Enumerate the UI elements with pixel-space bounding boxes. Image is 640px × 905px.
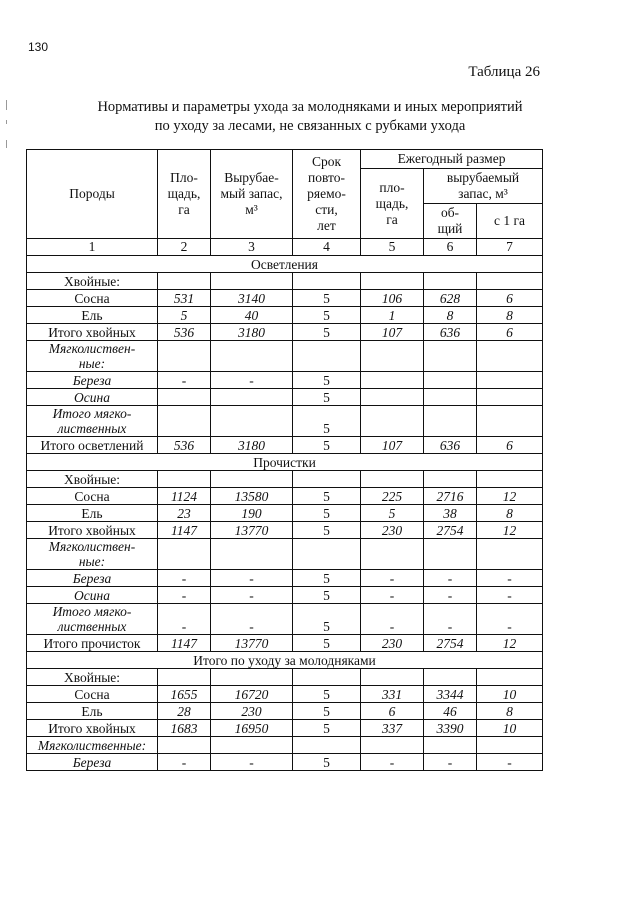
table-cell [477,539,543,570]
table-cell: 8 [424,307,477,324]
table-cell: 5 [293,686,361,703]
table-cell: 12 [477,635,543,652]
table-row [27,703,543,720]
table-cell [361,273,424,290]
table-cell [477,273,543,290]
table-cell [211,273,293,290]
table-cell [477,389,543,406]
table-cell [158,389,211,406]
table-cell: 5 [361,505,424,522]
table-cell: 337 [361,720,424,737]
table-cell: 1683 [158,720,211,737]
section-title: Прочистки [27,454,543,471]
table-cell: 8 [477,703,543,720]
table-cell [211,471,293,488]
column-number: 4 [293,239,361,256]
table-cell: 5 [293,437,361,454]
table-row [27,505,543,522]
table-cell [477,372,543,389]
table-cell [293,737,361,754]
row-label: Хвойные: [27,273,158,290]
table-cell: 5 [293,754,361,771]
table-cell [477,669,543,686]
row-label: Хвойные: [27,471,158,488]
table-cell: 1147 [158,522,211,539]
table-cell [158,341,211,372]
table-cell: 331 [361,686,424,703]
table-row [27,522,543,539]
table-cell [211,737,293,754]
table-cell: - [211,570,293,587]
table-cell: - [424,754,477,771]
table-cell: 8 [477,307,543,324]
table-cell [293,273,361,290]
table-cell: 3140 [211,290,293,307]
table-cell: 5 [293,522,361,539]
margin-mark [6,100,7,110]
table-cell [211,389,293,406]
table-cell: - [477,604,543,635]
table-cell: 6 [477,290,543,307]
table-cell: 536 [158,324,211,341]
table-cell [477,737,543,754]
table-cell: - [361,570,424,587]
table-cell [477,341,543,372]
table-cell [424,669,477,686]
table-row [27,604,543,635]
table-cell [158,669,211,686]
table-row [27,307,543,324]
table-cell: 107 [361,437,424,454]
margin-mark [6,140,7,148]
table-cell: - [361,604,424,635]
table-cell: 6 [361,703,424,720]
section-title: Осветления [27,256,543,273]
table-cell [293,539,361,570]
table-row [27,587,543,604]
title-line-2: по уходу за лесами, не связанных с рубками ухода [154,118,466,134]
table-cell: 13580 [211,488,293,505]
table-cell [361,669,424,686]
table-cell: 5 [293,307,361,324]
header-annual-size: Ежегодный размер [361,150,543,169]
table-cell: - [424,587,477,604]
table-cell: - [211,754,293,771]
table-cell: 230 [361,635,424,652]
table-row [27,488,543,505]
table-cell: 5 [293,389,361,406]
row-label: Береза [27,570,158,587]
row-label: Итого мягко- лиственных [27,604,158,635]
table-cell [424,406,477,437]
table-cell [477,406,543,437]
row-label: Береза [27,372,158,389]
table-row [27,737,543,754]
table-cell [477,471,543,488]
table-cell: 230 [211,703,293,720]
table-row [27,389,543,406]
table-row [27,437,543,454]
table-row [27,570,543,587]
table-cell: 5 [293,703,361,720]
table-cell: - [361,587,424,604]
table-cell: 10 [477,686,543,703]
table-cell: 3390 [424,720,477,737]
row-label: Итого хвойных [27,720,158,737]
row-label: Ель [27,703,158,720]
table-row [27,341,543,372]
table-cell: - [158,570,211,587]
table-cell: - [424,570,477,587]
table-cell: 40 [211,307,293,324]
table-cell: 230 [361,522,424,539]
table-cell: 5 [293,720,361,737]
table-label: Таблица 26 [468,64,540,80]
table-cell: 1147 [158,635,211,652]
table-cell: 5 [293,570,361,587]
table-cell: 3180 [211,324,293,341]
table-cell: - [477,754,543,771]
table-cell: 5 [293,290,361,307]
table-cell: 531 [158,290,211,307]
table-cell: 5 [293,324,361,341]
column-number-row [27,239,543,256]
section-header-row [27,454,543,471]
table-cell: 16720 [211,686,293,703]
table-cell: - [477,570,543,587]
table-cell: 5 [293,406,361,437]
header-cut-stock: Вырубае- мый запас, м³ [211,150,293,239]
table-cell [424,737,477,754]
table-cell: 2754 [424,522,477,539]
table-cell: - [211,372,293,389]
table-cell: 1655 [158,686,211,703]
table-row [27,324,543,341]
row-label: Сосна [27,290,158,307]
page-title [30,98,590,136]
table-cell: 5 [293,604,361,635]
table-cell: 2754 [424,635,477,652]
row-label: Осина [27,389,158,406]
table-cell: 46 [424,703,477,720]
table-row [27,471,543,488]
table-cell [424,273,477,290]
section-title: Итого по уходу за молодняками [27,652,543,669]
table-cell: 12 [477,522,543,539]
column-number: 1 [27,239,158,256]
row-label: Сосна [27,686,158,703]
header-total: об- щий [424,204,477,239]
table-cell: 23 [158,505,211,522]
table-cell: 628 [424,290,477,307]
margin-mark [6,120,7,124]
row-label: Ель [27,307,158,324]
table-row [27,686,543,703]
row-label: Хвойные: [27,669,158,686]
table-cell: 8 [477,505,543,522]
table-cell: - [211,604,293,635]
header-species: Породы [27,150,158,239]
table-cell: 5 [293,505,361,522]
row-label: Сосна [27,488,158,505]
table-cell: - [361,754,424,771]
table-row [27,754,543,771]
table-cell: 6 [477,324,543,341]
row-label: Ель [27,505,158,522]
table-cell [361,406,424,437]
table-cell [211,341,293,372]
column-number: 6 [424,239,477,256]
table-cell: 13770 [211,635,293,652]
row-label: Итого хвойных [27,522,158,539]
row-label: Осина [27,587,158,604]
table-cell: 16950 [211,720,293,737]
column-number: 3 [211,239,293,256]
header-area: Пло- щадь, га [158,150,211,239]
table-cell: 10 [477,720,543,737]
table-cell [361,341,424,372]
table-cell [293,341,361,372]
table-cell: 28 [158,703,211,720]
table-cell: 107 [361,324,424,341]
table-cell [424,471,477,488]
table-cell [361,539,424,570]
table-cell: 5 [293,587,361,604]
table-row [27,372,543,389]
title-line-1: Нормативы и параметры ухода за молодняками и иных мероприятий [97,99,523,115]
table-cell: 536 [158,437,211,454]
table-cell: - [158,372,211,389]
table-cell: - [424,604,477,635]
table-cell: - [158,754,211,771]
row-label: Береза [27,754,158,771]
table-cell [211,539,293,570]
table-cell: 2716 [424,488,477,505]
table-cell [361,737,424,754]
table-cell [158,737,211,754]
table-cell [158,539,211,570]
table-cell: - [158,587,211,604]
table-cell: 5 [293,488,361,505]
table-cell [158,273,211,290]
table-cell: 636 [424,324,477,341]
norms-table [26,149,543,771]
table-cell: - [211,587,293,604]
table-cell: - [477,587,543,604]
table-cell: 12 [477,488,543,505]
section-header-row [27,256,543,273]
table-row [27,406,543,437]
header-per-ha: с 1 га [477,204,543,239]
table-cell [293,471,361,488]
page-number: 130 [28,40,49,54]
header-annual-area: пло- щадь, га [361,169,424,239]
table-cell: 106 [361,290,424,307]
column-number: 5 [361,239,424,256]
table-cell [361,471,424,488]
header-repeat-period: Срок повто- ряемо- сти, лет [293,150,361,239]
row-label: Итого прочисток [27,635,158,652]
row-label: Мягколиственные: [27,737,158,754]
row-label: Итого осветлений [27,437,158,454]
table-cell: 636 [424,437,477,454]
table-cell [424,341,477,372]
row-label: Итого хвойных [27,324,158,341]
table-cell: - [158,604,211,635]
table-cell [158,406,211,437]
row-label: Итого мягко- лиственных [27,406,158,437]
table-cell: 6 [477,437,543,454]
table-row [27,290,543,307]
table-body [27,256,543,771]
section-header-row [27,652,543,669]
table-row [27,273,543,290]
table-cell: 1124 [158,488,211,505]
table-cell [361,389,424,406]
table-cell: 38 [424,505,477,522]
table-cell [211,669,293,686]
table-cell: 190 [211,505,293,522]
column-number: 7 [477,239,543,256]
row-label: Мягколиствен- ные: [27,341,158,372]
header-annual-stock: вырубаемый запас, м³ [424,169,543,204]
table-row [27,539,543,570]
table-cell: 3344 [424,686,477,703]
table-cell: 5 [158,307,211,324]
table-row [27,669,543,686]
table-cell [424,372,477,389]
table-cell: 3180 [211,437,293,454]
table-cell [424,539,477,570]
table-cell [361,372,424,389]
table-cell [293,669,361,686]
table-cell [211,406,293,437]
table-cell: 13770 [211,522,293,539]
table-cell: 1 [361,307,424,324]
table-row [27,635,543,652]
table-cell [158,471,211,488]
table-cell [424,389,477,406]
table-cell: 225 [361,488,424,505]
table-row [27,720,543,737]
row-label: Мягколиствен- ные: [27,539,158,570]
table-cell: 5 [293,372,361,389]
table-cell: 5 [293,635,361,652]
column-number: 2 [158,239,211,256]
